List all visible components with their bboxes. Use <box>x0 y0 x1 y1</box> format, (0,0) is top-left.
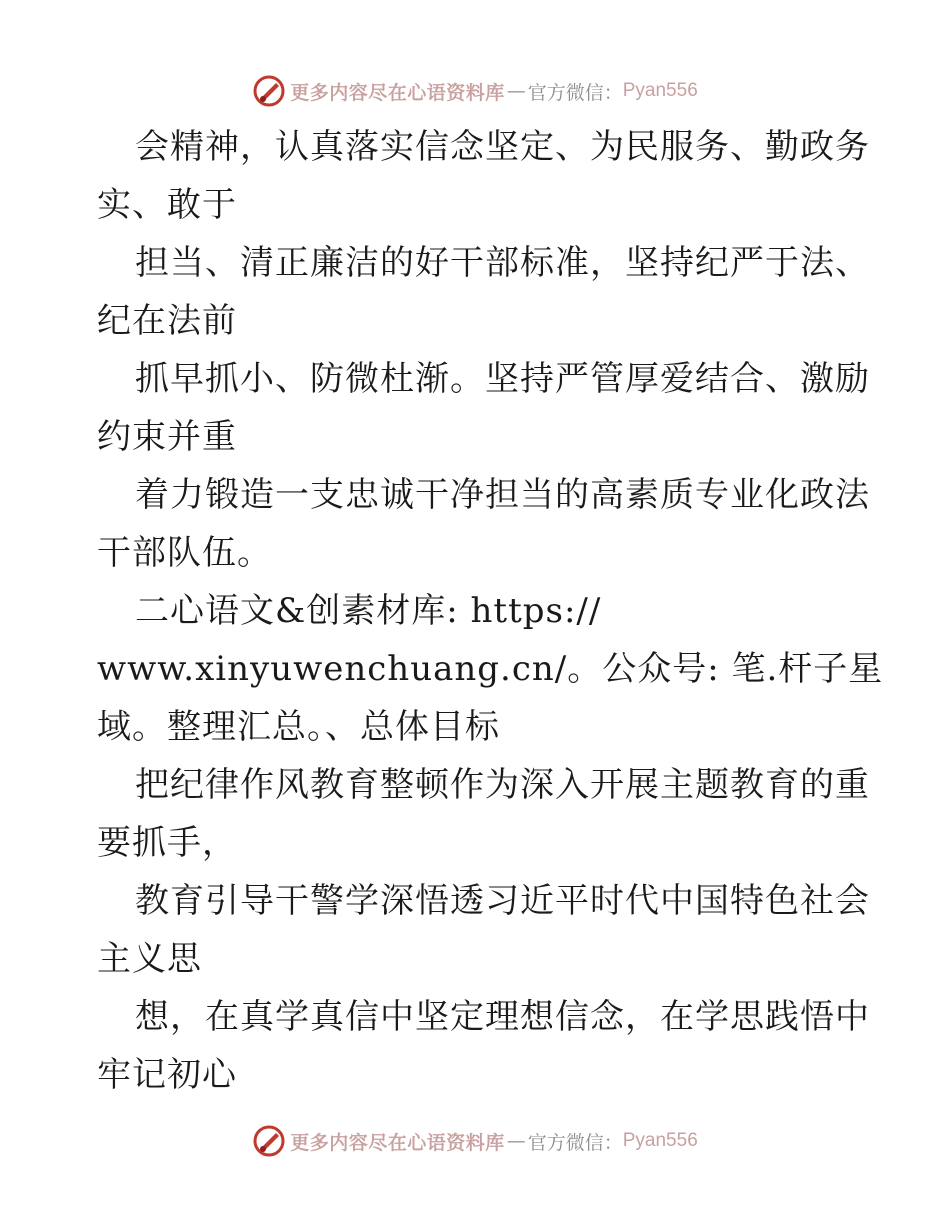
text-line: 担当、清正廉洁的好干部标准，坚持纪严于法、 <box>135 243 870 283</box>
wechat-id: Pyan556 <box>622 1130 698 1151</box>
text-line: 把纪律作风教育整顿作为深入开展主题教育的重 <box>135 765 870 805</box>
document-body <box>97 118 884 1104</box>
text-line: 要抓手， <box>97 823 237 863</box>
text-line: 二心语文&创素材库: https:// <box>135 591 602 631</box>
wechat-label: 官方微信： <box>527 81 623 104</box>
text-line: 干部队伍。 <box>97 533 272 573</box>
text-line: www.xinyuwenchuang.cn/。公众号: 笔.杆子星 <box>97 649 884 689</box>
header-banner <box>0 71 950 111</box>
text-line: 着力锻造一支忠诚干净担当的高素质专业化政法 <box>135 475 870 515</box>
text-line: 会精神，认真落实信念坚定、为民服务、勤政务 <box>135 127 870 167</box>
brush-logo-icon <box>252 1124 286 1158</box>
brush-logo-icon <box>252 74 286 108</box>
text-line: 主义思 <box>97 939 202 979</box>
banner-text: 更多内容尽在心语资料库 <box>290 1131 505 1154</box>
text-line: 想，在真学真信中坚定理想信念，在学思践悟中 <box>135 997 870 1037</box>
text-line: 教育引导干警学深悟透习近平时代中国特色社会 <box>135 881 870 921</box>
text-line: 抓早抓小、防微杜渐。坚持严管厚爱结合、激励 <box>135 359 870 399</box>
text-line: 约束并重 <box>97 417 237 457</box>
text-line: 域。整理汇总。、总体目标 <box>97 707 500 747</box>
wechat-label: 官方微信： <box>527 1131 623 1154</box>
banner-separator: — <box>506 80 526 102</box>
banner-separator: — <box>506 1130 526 1152</box>
text-line: 纪在法前 <box>97 301 237 341</box>
text-line: 牢记初心 <box>97 1055 237 1095</box>
banner-text: 更多内容尽在心语资料库 <box>290 81 505 104</box>
footer-banner <box>0 1121 950 1161</box>
wechat-id: Pyan556 <box>622 80 698 101</box>
text-line: 实、敢于 <box>97 185 237 225</box>
